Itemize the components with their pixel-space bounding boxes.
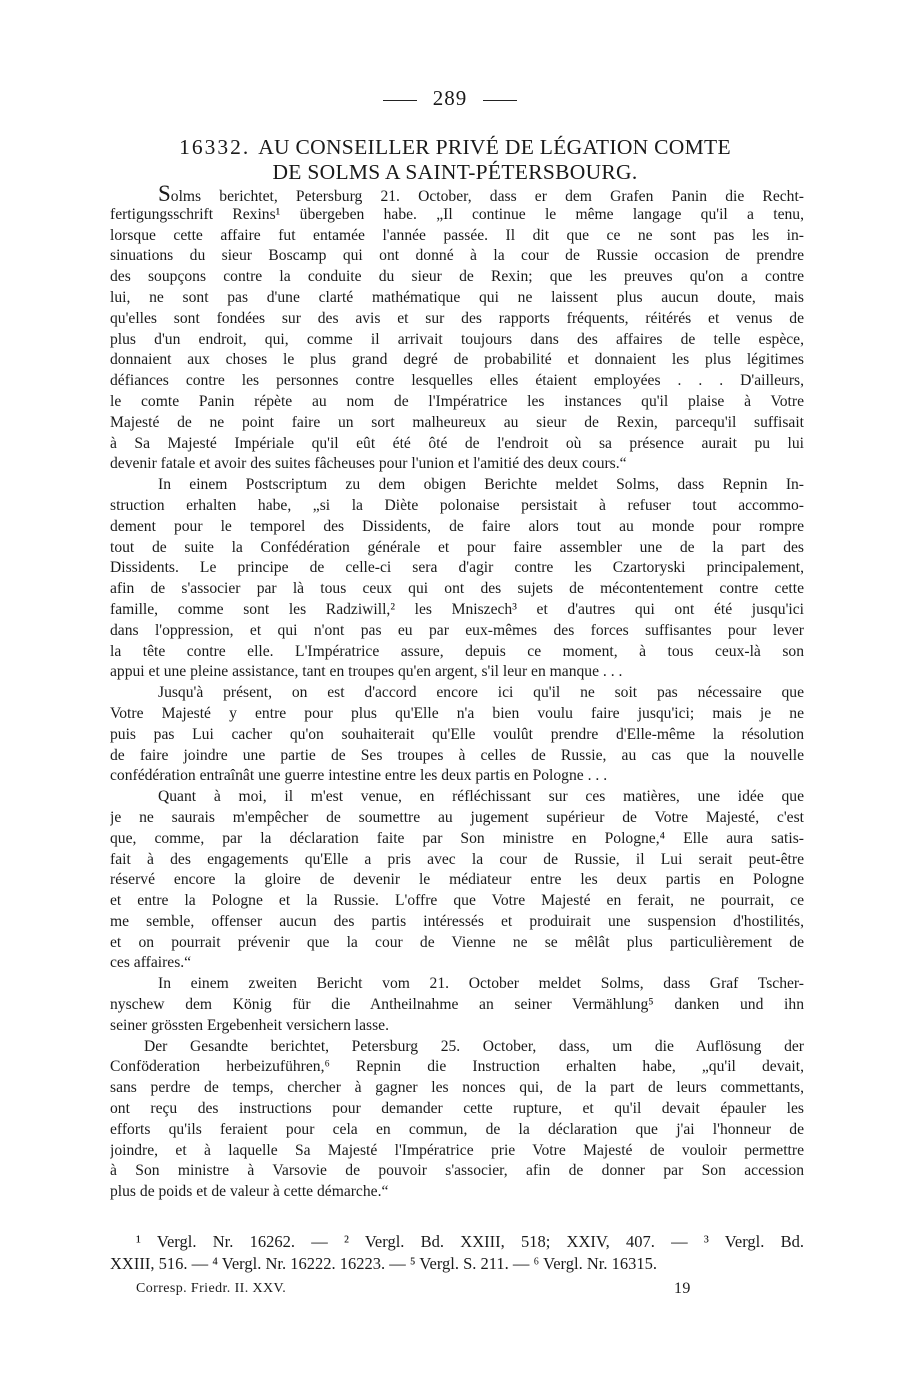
text-line: fertigungsschrift Rexins¹ übergeben habe. „Il continue le même langage qu'il a tenu,	[110, 205, 804, 223]
text-line: lorsque cette affaire fut entamée l'année passée. Il dit que ce ne sont pas les in-	[110, 226, 804, 244]
heading-line-2: DE SOLMS A SAINT-PÉTERSBOURG.	[272, 160, 638, 184]
text-line: je ne saurais m'empêcher de soumettre au jugement supérieur de Votre Majesté, c'est	[110, 808, 804, 826]
text-line: des soupçons contre la conduite du sieur de Rexin; que les preuves qu'on a contre	[110, 268, 804, 286]
document-number: 16332.	[179, 135, 251, 159]
footnote-line: ¹ Vergl. Nr. 16262. — ² Vergl. Bd. XXIII, 518; XXIV, 407. — ³ Vergl. Bd.	[136, 1232, 804, 1251]
text-line: Conföderation herbeizuführen,⁶ Repnin die Instruction erhalten habe, „qu'il devait,	[110, 1058, 804, 1076]
text-line: struction erhalten habe, „si la Diète polonaise persistait à refuser tout accommo-	[110, 496, 804, 514]
text-line: lui, ne sont pas d'une clarté mathématique qui ne laissent plus aucun doute, mais	[110, 288, 804, 306]
sheet-number: 19	[674, 1280, 691, 1297]
text-line: Dissidents. Le principe de celle-ci sera d'agir contre les Czartoryski principalement,	[110, 559, 804, 577]
text-line: le comte Panin répète au nom de l'Impératrice les instances qu'il plaise à Votre	[110, 392, 804, 410]
heading-title-1: AU CONSEILLER PRIVÉ DE LÉGATION COMTE	[258, 135, 731, 159]
heading-line-1	[110, 135, 800, 160]
text-line: plus de poids et de valeur à cette démarche.“	[110, 1183, 389, 1201]
text-line: me semble, offenser aucun des partis intéressés et produirait une suspension d'hostilités,	[110, 912, 804, 930]
text-line: devenir fatale et avoir des suites fâcheuses pour l'union et l'amitié des deux cours.“	[110, 455, 627, 473]
text-line: Majesté de ne point faire un sort malheureux au sieur de Rexin, parcequ'il suffisait	[110, 413, 804, 431]
text-line: Der Gesandte berichtet, Petersburg 25. October, dass, um die Auflösung der	[144, 1037, 804, 1055]
text-line: et on pourrait prévenir que la cour de Vienne ne se mêlât plus particulièrement de	[110, 933, 804, 951]
page-number-text: 289	[432, 86, 468, 110]
text-line: plus d'un endroit, qui, comme il arrivait toujours dans des affaires de telle espèce,	[110, 330, 804, 348]
text-line: et entre la Pologne et la Russie. L'offre que Votre Majesté en ferait, ne pourrait, ce	[110, 892, 804, 910]
text-line: famille, comme sont les Radziwill,² les Mniszech³ et d'autres qui ont été jusqu'ici	[110, 600, 804, 618]
text-line: réservé encore la gloire de devenir le médiateur entre les deux partis en Pologne	[110, 871, 804, 889]
text-line: Quant à moi, il m'est venue, en réfléchissant sur ces matières, une idée que	[158, 788, 804, 806]
text-line: Jusqu'à présent, on est d'accord encore ici qu'il ne soit pas nécessaire que	[158, 684, 804, 702]
text-line: efforts qu'ils feraient pour cela en commun, de la déclaration que j'ai l'honneur de	[110, 1120, 804, 1138]
rule-right	[483, 100, 517, 101]
text-line: dans l'oppression, et qui n'ont pas eu par eux-mêmes des forces suffisantes pour lever	[110, 621, 804, 639]
text-line: appui et une pleine assistance, tant en troupes qu'en argent, s'il leur en manque . . .	[110, 663, 623, 681]
body-text	[110, 184, 804, 1203]
text-line: que, comme, par la déclaration faite par Son ministre en Pologne,⁴ Elle aura satis-	[110, 829, 804, 847]
text-line: puis pas Lui cacher qu'on souhaiterait qu'Elle voulût prendre d'Elle-même la résolution	[110, 725, 804, 743]
text-line: fait à des engagements qu'Elle a pris avec la cour de Russie, il Lui serait peut-être	[110, 850, 804, 868]
page-number	[0, 86, 900, 111]
text-line: tout de suite la Confédération générale et pour faire assembler une de la part des	[110, 538, 804, 556]
text-line: seiner grössten Ergebenheit versichern lasse.	[110, 1016, 390, 1034]
text-line: joindre, et à laquelle Sa Majesté l'Impératrice prie Votre Majesté de vouloir permettre	[110, 1141, 804, 1159]
signature-mark	[136, 1281, 696, 1297]
signature-text: Corresp. Friedr. II. XXV.	[136, 1281, 287, 1296]
text-line	[110, 184, 804, 205]
text-line: confédération entraînât une guerre intestine entre les deux partis en Pologne . . .	[110, 767, 608, 785]
text-line: à Son ministre à Varsovie de pouvoir s'associer, afin de donner par Son accession	[110, 1162, 804, 1180]
document-heading	[110, 135, 800, 185]
footnote-line: XXIII, 516. — ⁴ Vergl. Nr. 16222. 16223. — ⁵ Vergl. S. 211. — ⁶ Vergl. Nr. 16315.	[110, 1254, 657, 1273]
text-line-content: olms berichtet, Petersburg 21. October, dass er dem Grafen Panin die Recht-	[170, 188, 804, 205]
text-line: In einem Postscriptum zu dem obigen Berichte meldet Solms, dass Repnin In-	[158, 476, 804, 494]
text-line: à Sa Majesté Impériale qu'il eût été ôté de l'endroit où sa présence aurait pu lui	[110, 434, 804, 452]
text-line: défiances contre les personnes contre lesquelles elles étaient employées . . . D'ailleurs,	[110, 372, 804, 390]
rule-left	[383, 100, 417, 101]
text-line: sans perdre de temps, chercher à gagner les nonces qui, de la part de leurs commettants,	[110, 1079, 804, 1097]
text-line: In einem zweiten Bericht vom 21. October meldet Solms, dass Graf Tscher-	[158, 975, 804, 993]
text-line: Votre Majesté y entre pour plus qu'Elle n'a bien voulu faire jusqu'ici; mais je ne	[110, 704, 804, 722]
drop-capital: S	[158, 184, 171, 205]
text-line: sinuations du sieur Boscamp qui ont donné à la cour de Russie occasion de prendre	[110, 247, 804, 265]
text-line: la tête contre elle. L'Impératrice assure, depuis ce moment, à tous ceux-là son	[110, 642, 804, 660]
text-line: dement pour le temporel des Dissidents, de faire alors tout au monde pour rompre	[110, 517, 804, 535]
text-line: ces affaires.“	[110, 954, 192, 972]
text-line: afin de s'associer par là tous ceux qui ont des sujets de mécontentement contre cette	[110, 580, 804, 598]
text-line: nyschew dem König für die Antheilnahme an seiner Vermählung⁵ danken und ihn	[110, 996, 804, 1014]
text-line: qu'elles sont fondées sur des avis et sur des rapports fréquents, réitérés et venus de	[110, 309, 804, 327]
text-line: ont reçu des instructions pour demander cette rupture, et qu'il devait épauler les	[110, 1100, 804, 1118]
text-line: de faire joindre une partie de Ses troupes à celles de Russie, au cas que la nouvelle	[110, 746, 804, 764]
text-line: donnaient aux choses le plus grand degré de probabilité et donnaient les plus légitimes	[110, 351, 804, 369]
footnotes	[110, 1231, 804, 1275]
